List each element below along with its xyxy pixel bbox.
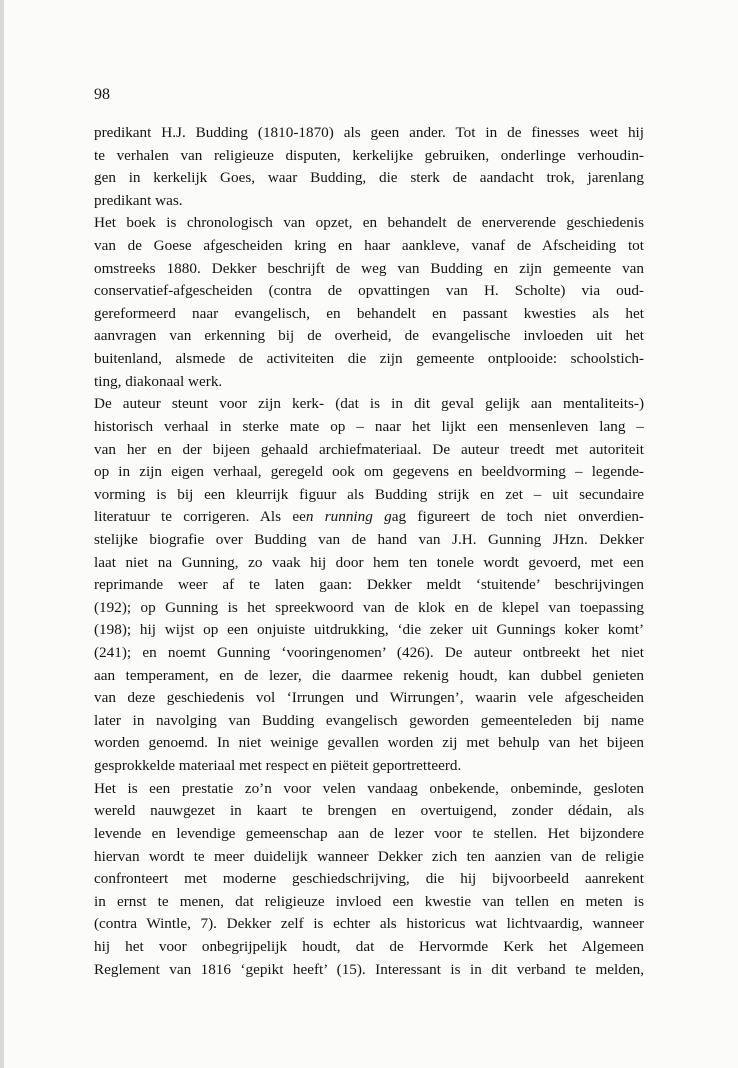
text-line: hiervan wordt te meer duidelijk wanneer Dekker zich ten aanzien van de religie bbox=[94, 847, 644, 865]
text-line: gesprokkelde materiaal met respect en piëteit geportretteerd. bbox=[94, 757, 462, 775]
text-line: laat niet na Gunning, zo vaak hij door hem ten tonele wordt gevoerd, met een bbox=[94, 553, 644, 571]
text-line: historisch verhaal in sterke mate op – naar het lijkt een mensenleven lang – bbox=[94, 417, 644, 435]
text-line: conservatief-afgescheiden (contra de opvattingen van H. Scholte) via oud- bbox=[94, 282, 644, 300]
text-line: van de Goese afgescheiden kring en haar aankleve, vanaf de Afscheiding tot bbox=[94, 237, 644, 255]
text-line: Het boek is chronologisch van opzet, en behandelt de enerverende geschiedenis bbox=[94, 214, 644, 232]
text-line: (192); op Gunning is het spreekwoord van de klok en de klepel van toepassing bbox=[94, 598, 644, 616]
text-line: gereformeerd naar evangelisch, en behandelt en passant kwesties als het bbox=[94, 304, 644, 322]
text-line: (198); hij wijst op een onjuiste uitdrukking, ‘die zeker uit Gunnings koker komt’ bbox=[94, 621, 644, 639]
page-number: 98 bbox=[94, 86, 110, 103]
text-line: van deze geschiedenis vol ‘Irrungen und Wirrungen’, waarin vele afgescheiden bbox=[94, 689, 644, 707]
text-line: predikant was. bbox=[94, 191, 183, 209]
text-line: gen in kerkelijk Goes, waar Budding, die sterk de aandacht trok, jarenlang bbox=[94, 169, 644, 187]
text-line: te verhalen van religieuze disputen, kerkelijke gebruiken, onderlinge verhoudin- bbox=[94, 146, 644, 164]
italic-phrase: n running g bbox=[305, 508, 392, 526]
scan-edge-shadow bbox=[0, 0, 4, 1068]
text-line: confronteert met moderne geschiedschrijving, die hij bijvoorbeeld aanrekent bbox=[94, 870, 644, 888]
text-line: later in navolging van Budding evangelisch geworden gemeenteleden bij name bbox=[94, 711, 644, 729]
text-line: aan temperament, en de lezer, die daarmee rekenig houdt, kan dubbel genieten bbox=[94, 666, 644, 684]
text-line: van her en der bijeen gehaald archiefmateriaal. De auteur treedt met autoriteit bbox=[94, 440, 644, 458]
text-line: Reglement van 1816 ‘gepikt heeft’ (15). Interessant is in dit verband te melden, bbox=[94, 960, 644, 978]
text-line: worden genoemd. In niet weinige gevallen worden zij met behulp van het bijeen bbox=[94, 734, 644, 752]
text-line: stelijke biografie over Budding van de hand van J.H. Gunning JHzn. Dekker bbox=[94, 530, 644, 548]
text-line: De auteur steunt voor zijn kerk- (dat is in dit geval gelijk aan mentaliteits-) bbox=[94, 395, 644, 413]
text-line: in ernst te menen, dat religieuze invloed een kwestie van tellen en meten is bbox=[94, 892, 644, 910]
text-line: ting, diakonaal werk. bbox=[94, 372, 223, 390]
text-line: aanvragen van erkenning bij de overheid, de evangelische invloeden uit het bbox=[94, 327, 644, 345]
body-text bbox=[94, 122, 644, 981]
text-line: omstreeks 1880. Dekker beschrijft de weg van Budding en zijn gemeente van bbox=[94, 259, 644, 277]
text-line: (241); en noemt Gunning ‘vooringenomen’ (426). De auteur ontbreekt het niet bbox=[94, 644, 644, 662]
text-line: buitenland, alsmede de activiteiten die zijn gemeente ontplooide: schoolstich- bbox=[94, 350, 644, 368]
text-line: literatuur te corrigeren. Als een running gag figureert de toch niet onverdien- bbox=[94, 508, 644, 526]
text-line: op in zijn eigen verhaal, geregeld ook om gegevens en beeldvorming – legende- bbox=[94, 463, 644, 481]
text-line: vorming is bij een kleurrijk figuur als Budding strijk en zet – uit secundaire bbox=[94, 485, 644, 503]
text-line: (contra Wintle, 7). Dekker zelf is echter als historicus wat lichtvaardig, wanneer bbox=[94, 915, 644, 933]
text-line: predikant H.J. Budding (1810-1870) als geen ander. Tot in de finesses weet hij bbox=[94, 124, 644, 141]
text-line: reprimande weer af te laten gaan: Dekker meldt ‘stuitende’ beschrijvingen bbox=[94, 576, 644, 594]
text-line: Het is een prestatie zo’n voor velen vandaag onbekende, onbeminde, gesloten bbox=[94, 779, 644, 797]
text-line: levende en levendige gemeenschap aan de lezer voor te stellen. Het bijzondere bbox=[94, 824, 644, 842]
text-line: hij het voor onbegrijpelijk houdt, dat de Hervormde Kerk het Algemeen bbox=[94, 937, 644, 955]
text-line: wereld nauwgezet in kaart te brengen en overtuigend, zonder dédain, als bbox=[94, 802, 644, 820]
